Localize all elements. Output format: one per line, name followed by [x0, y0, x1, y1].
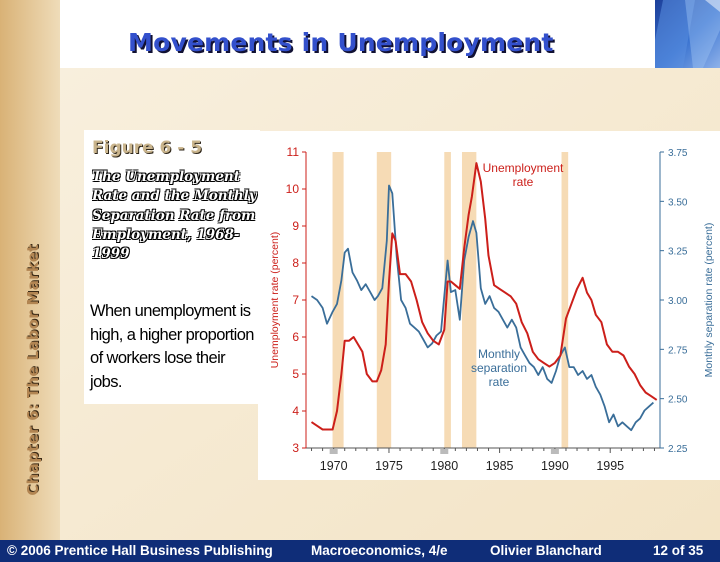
- slide-title: Movements in Unemployment: [128, 28, 554, 57]
- left-y-tick-label: 6: [292, 330, 299, 344]
- separation-rate-line: [312, 186, 654, 431]
- footer-copyright: © 2006 Prentice Hall Business Publishing: [7, 543, 273, 558]
- left-axis-title: Unemployment rate (percent): [269, 231, 281, 369]
- x-tick-label: 1995: [596, 459, 625, 473]
- recession-band: [444, 152, 451, 448]
- unemployment-series-label: Unemployment: [482, 161, 564, 175]
- left-y-tick-label: 8: [292, 256, 299, 270]
- figure-caption-clip: [92, 168, 258, 284]
- x-tick-block: [330, 449, 338, 454]
- x-tick-label: 1980: [430, 459, 459, 473]
- separation-series-label: rate: [488, 375, 510, 389]
- right-y-tick-label: 3.00: [668, 296, 688, 307]
- footer-page-number: 12 of 35: [653, 543, 704, 558]
- unemployment-separation-chart: [258, 131, 720, 480]
- right-axis-title: Monthly separation rate (percent): [703, 222, 715, 378]
- unemployment-series-label: rate: [512, 175, 534, 189]
- x-tick-label: 1985: [485, 459, 514, 473]
- corner-decoration: [655, 0, 720, 68]
- right-y-tick-label: 2.75: [668, 345, 688, 357]
- recession-band: [462, 152, 476, 448]
- figure-caption: The Unemployment Rate and the Monthly Separation Rate from Employment, 1968-1999: [92, 169, 257, 263]
- footer-author: Olivier Blanchard: [490, 543, 602, 558]
- chapter-label: Chapter 6: The Labor Market: [24, 244, 42, 496]
- right-y-tick-label: 3.25: [668, 246, 688, 258]
- left-y-tick-label: 7: [292, 293, 299, 307]
- recession-band: [562, 152, 569, 448]
- figure-text-box: [84, 130, 260, 404]
- figure-label: Figure 6 - 5: [92, 138, 203, 158]
- left-y-tick-label: 4: [292, 404, 299, 418]
- x-tick-label: 1975: [375, 459, 403, 473]
- left-y-tick-label: 10: [285, 182, 299, 196]
- left-y-tick-label: 11: [286, 145, 299, 159]
- x-tick-label: 1970: [319, 459, 348, 473]
- unemployment-rate-line: [312, 163, 657, 429]
- x-tick-block: [440, 449, 448, 454]
- figure-body-text: When unemployment is high, a higher proportion of workers lose their jobs.: [90, 302, 254, 391]
- footer-book: Macroeconomics, 4/e: [311, 543, 448, 558]
- x-tick-label: 1990: [541, 459, 569, 473]
- footer-bar: [0, 540, 720, 562]
- right-y-tick-label: 2.50: [668, 394, 688, 406]
- left-y-tick-label: 9: [292, 219, 299, 233]
- right-y-tick-label: 2.25: [668, 444, 688, 455]
- right-y-tick-label: 3.75: [668, 148, 688, 159]
- x-tick-block: [551, 449, 559, 454]
- separation-series-label: separation: [470, 361, 528, 375]
- chart-panel: [258, 131, 720, 480]
- separation-series-label: Monthly: [477, 347, 521, 361]
- left-y-tick-label: 5: [292, 367, 299, 381]
- left-y-tick-label: 3: [292, 441, 299, 455]
- right-y-tick-label: 3.50: [668, 197, 688, 209]
